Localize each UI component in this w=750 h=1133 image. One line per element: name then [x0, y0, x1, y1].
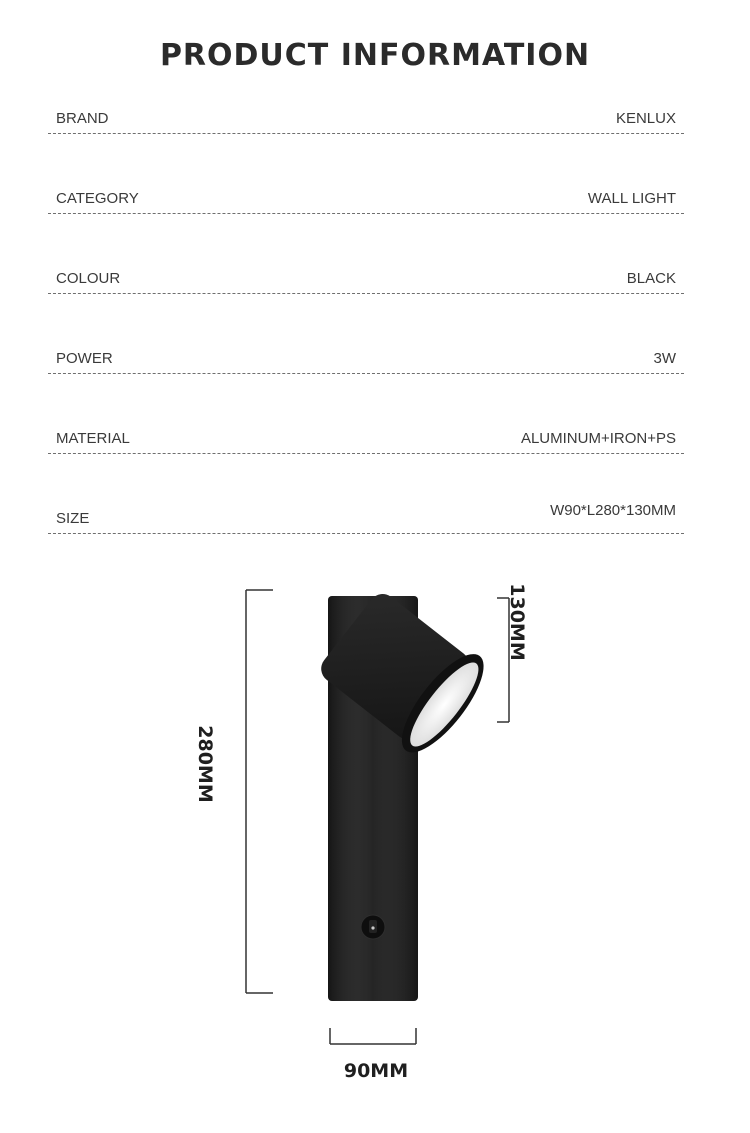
- spec-row-brand: [48, 103, 684, 134]
- spec-row-material: [48, 423, 684, 454]
- spec-value: ALUMINUM+IRON+PS: [520, 430, 676, 447]
- spec-label: COLOUR: [56, 270, 121, 287]
- page-title: PRODUCT INFORMATION: [159, 38, 591, 73]
- spec-row-size: [48, 503, 684, 534]
- depth-dimension-label: 130MM: [506, 583, 528, 661]
- spec-label: MATERIAL: [56, 430, 130, 447]
- spec-value: W90*L280*130MM: [550, 502, 676, 519]
- spec-value: WALL LIGHT: [587, 190, 676, 207]
- spec-value: 3W: [653, 350, 676, 367]
- spec-row-category: [48, 183, 684, 214]
- spec-label: POWER: [56, 350, 113, 367]
- spec-value: BLACK: [626, 270, 676, 287]
- width-dimension-bracket: [330, 1028, 416, 1044]
- spec-label: SIZE: [56, 510, 90, 527]
- wall-lamp-illustration: [0, 560, 750, 1133]
- spec-row-colour: [48, 263, 684, 294]
- height-dimension-bracket: [246, 590, 273, 993]
- spec-label: BRAND: [56, 110, 109, 127]
- power-switch-icon: [361, 915, 385, 939]
- spec-value: KENLUX: [615, 110, 676, 127]
- product-figure: [0, 560, 750, 1133]
- height-dimension-label: 280MM: [194, 725, 216, 803]
- spec-label: CATEGORY: [56, 190, 139, 207]
- spec-row-power: [48, 343, 684, 374]
- width-dimension-label: 90MM: [343, 1060, 409, 1082]
